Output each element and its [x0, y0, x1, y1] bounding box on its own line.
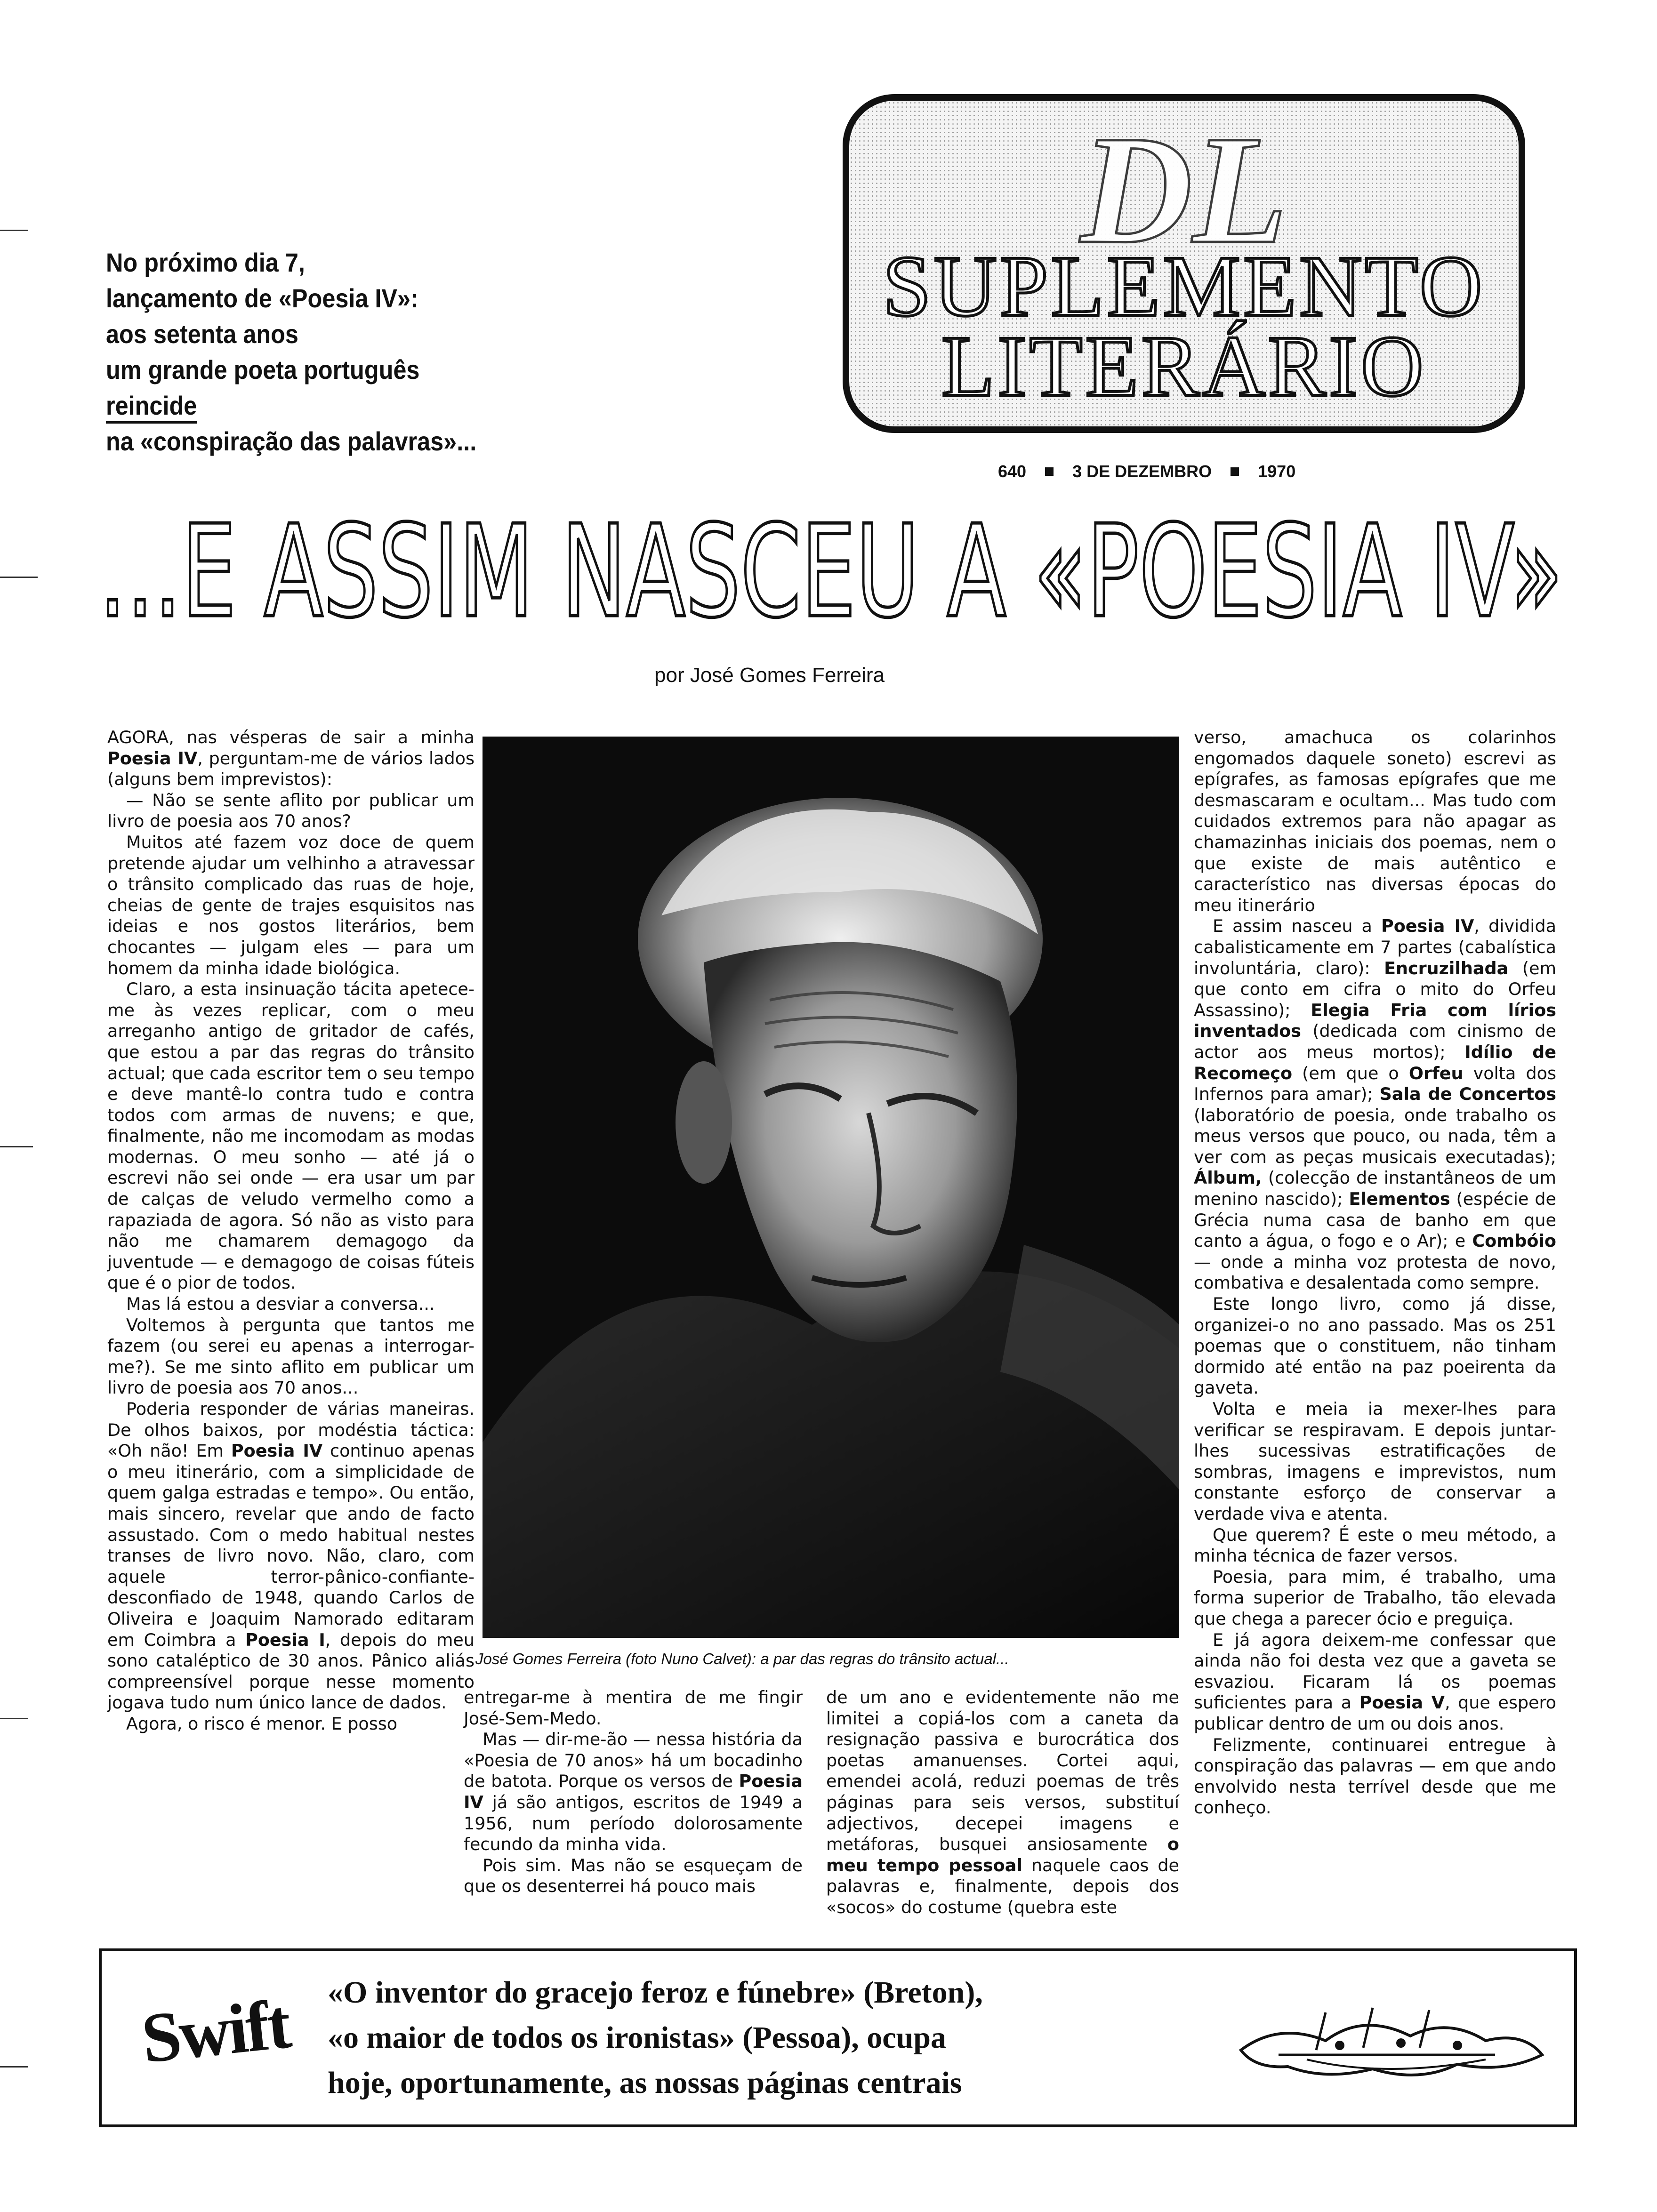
teaser-line: lançamento de «Poesia IV»:	[106, 283, 418, 313]
paragraph: Agora, o risco é menor. E posso	[126, 1713, 398, 1734]
promo-line: «o maior de todos os ironistas» (Pessoa), ocupa	[328, 2020, 946, 2055]
issue-line	[998, 461, 1516, 482]
masthead-title-line2: LITERÁRIO	[941, 318, 1427, 415]
paragraph: Claro, a esta insinuação tácita apetece-me às vezes replicar, com o meu arreganho antigo de gritador de cafés, que estou a par das regras do trânsito actual; que cada escritor tem o seu tempo e deve mantê-lo contra tudo e contra todos com armas de nuvens; e que, finalmente, não me incomodam as modas modernas. O meu sonho — até já o escrevi não sei onde — era usar um par de calças de veludo vermelho como a rapaziada de agora. Só não as visto para não me chamarem demagogo da juventude — e demagogo de coisas fúteis que é o pior de todos.	[107, 979, 475, 1293]
dl-logo: DL	[1080, 104, 1287, 276]
author-photo	[483, 737, 1179, 1638]
square-bullet-icon	[1045, 467, 1054, 476]
article-column-1	[107, 727, 475, 1735]
paragraph: Poesia, para mim, é trabalho, uma forma superior de Trabalho, tão elevada que chega a parecer ócio e preguiça.	[1194, 1566, 1556, 1629]
headline	[99, 508, 1568, 631]
paragraph: E já agora deixem-me confessar que ainda não foi desta vez que a gaveta se esvaziou. Ficaram lá os poemas suficientes para a Poesia V, que espero publicar dentro de um ou dois anos.	[1194, 1629, 1557, 1734]
issue-date: 3 DE DEZEMBRO	[1072, 462, 1212, 481]
paragraph: — Não se sente aflito por publicar um livro de poesia aos 70 anos?	[107, 790, 475, 832]
masthead	[843, 94, 1525, 433]
paragraph: Felizmente, continuarei entregue à conspiração das palavras — em que ando envolvido nesta terrível desde que me conheço.	[1194, 1734, 1556, 1818]
article-column-3	[826, 1687, 1179, 1918]
paragraph: Mas lá estou a desviar a conversa...	[126, 1294, 435, 1314]
margin-mark	[0, 230, 28, 231]
margin-mark	[0, 1146, 33, 1147]
promo-text	[328, 1970, 1246, 2106]
teaser-line: No próximo dia 7,	[106, 248, 305, 277]
paragraph: Este longo livro, como já disse, organizei-o no ano passado. Mas os 251 poemas que o constituem, não tinham dormido até então na paz poeirenta da gaveta.	[1194, 1294, 1556, 1398]
byline: por José Gomes Ferreira	[654, 664, 885, 687]
paragraph: Poderia responder de várias maneiras. De olhos baixos, por modéstia táctica: «Oh não! Em Poesia IV continuo apenas o meu itinerário, com a simplicidade de quem galga estradas e tempo». Ou então, mais sincero, revelar que ando de facto assustado. Com o medo habitual nestes transes de livro novo. Não, claro, com aquele terror-pânico-confiante-desconfiado de 1948, quando Carlos de Oliveira e Joaquim Namorado editaram em Coimbra a Poesia I, depois do meu sono cataléptico de 30 anos. Pânico aliás compreensível porque nesse momento jogava tudo num único lance de dados.	[107, 1399, 475, 1713]
photo-caption: José Gomes Ferreira (foto Nuno Calvet): a par das regras do trânsito actual...	[475, 1650, 1009, 1667]
promo-line: hoje, oportunamente, as nossas páginas centrais	[328, 2066, 962, 2100]
paragraph: Voltemos à pergunta que tantos me fazem (ou serei eu apenas a interrogar-me?). Se me sinto aflito em publicar um livro de poesia aos 70 anos...	[107, 1314, 475, 1398]
flying-ship-illustration	[1222, 1994, 1552, 2088]
paragraph: entregar-me à mentira de me fingir José-Sem-Medo.	[464, 1687, 803, 1729]
issue-number: 640	[998, 462, 1027, 481]
teaser-line-underlined: reincide	[106, 391, 197, 420]
promo-line: «O inventor do gracejo feroz e fúnebre» (Breton),	[328, 1975, 983, 2010]
article-column-4	[1194, 727, 1556, 1819]
paragraph: Muitos até fazem voz doce de quem pretende ajudar um velhinho a atravessar o trânsito complicado das ruas de hoje, cheias de gente de trajes esquisitos nas ideias e nos gostos literários, bem chocantes — julgam eles — para um homem da minha idade biológica.	[107, 832, 475, 978]
paragraph: Mas — dir-me-ão — nessa história da «Poesia de 70 anos» há um bocadinho de batota. Porque os versos de Poesia IV já são antigos, escritos de 1949 a 1956, num período dolorosamente fecundo da minha vida.	[464, 1729, 803, 1855]
teaser-line: aos setenta anos	[106, 319, 298, 349]
swift-logo: Swift	[138, 1985, 293, 2078]
margin-mark	[0, 577, 38, 578]
paragraph: Pois sim. Mas não se esqueçam de que os desenterrei há pouco mais	[464, 1855, 803, 1897]
paragraph: Que querem? É este o meu método, a minha técnica de fazer versos.	[1194, 1524, 1556, 1566]
promo-box	[99, 1948, 1577, 2127]
paragraph: de um ano e evidentemente não me limitei a copiá-los com a caneta da resignação passiva e burocrática dos poetas amanuenses. Cortei aqui, emendei acolá, reduzi poemas de três páginas para seis versos, substituí adjectivos, decepei imagens e metáforas, busquei ansiosamente o meu tempo pessoal naquele caos de palavras e, finalmente, depois dos «socos» do costume (quebra este	[826, 1687, 1179, 1917]
paragraph: verso, amachuca os colarinhos engomados daquele soneto) escrevi as epígrafes, as famosas epígrafes que me desmascaram e ocultam... Mas tudo com cuidados extremos para não apagar as chamazinhas iniciais dos poemas, nem o que existe de mais autêntico e característico nas diversas épocas do meu itinerário	[1194, 727, 1556, 915]
paragraph: AGORA, nas vésperas de sair a minha Poesia IV, perguntam-me de vários lados (alguns bem imprevistos):	[107, 727, 475, 790]
paragraph: Volta e meia ia mexer-lhes para verificar se respiravam. E depois juntar-lhes sucessivas estratificações de sombras, imagens e imprevistos, num constante esforço de conservar a verdade viva e atenta.	[1194, 1399, 1556, 1524]
teaser-block	[106, 245, 487, 459]
paragraph: E assim nasceu a Poesia IV, dividida cabalisticamente em 7 partes (cabalística involuntária, claro): Encruzilhada (em que conto em cifra o mito do Orfeu Assassino); Elegia Fria com lírios inventados (dedicada com cinismo de actor aos meus mortos); Idílio de Recomeço (em que o Orfeu volta dos Infernos para amar); Sala de Concertos (laboratório de poesia, onde trabalho os meus versos que pouco, ou nada, têm a ver com as peças musicais executadas); Álbum, (colecção de instantâneos de um menino nascido); Elementos (espécie de Grécia numa casa de banho em que canto a água, o fogo e o Ar); e Combóio — onde a minha voz protesta de novo, combativa e desalentada como sempre.	[1194, 916, 1556, 1293]
margin-mark	[0, 1718, 28, 1719]
teaser-line: um grande poeta português	[106, 355, 420, 385]
article-column-2	[464, 1687, 803, 1897]
portrait-illustration	[483, 737, 1179, 1638]
headline-text: ...E ASSIM NASCEU A «POESIA IV»	[99, 508, 1563, 631]
headline-svg	[99, 508, 1568, 631]
square-bullet-icon	[1231, 467, 1239, 476]
margin-mark	[0, 2066, 28, 2068]
issue-year: 1970	[1258, 462, 1296, 481]
teaser-line: na «conspiração das palavras»...	[106, 426, 477, 456]
masthead-title-line1: SUPLEMENTO	[883, 238, 1485, 335]
